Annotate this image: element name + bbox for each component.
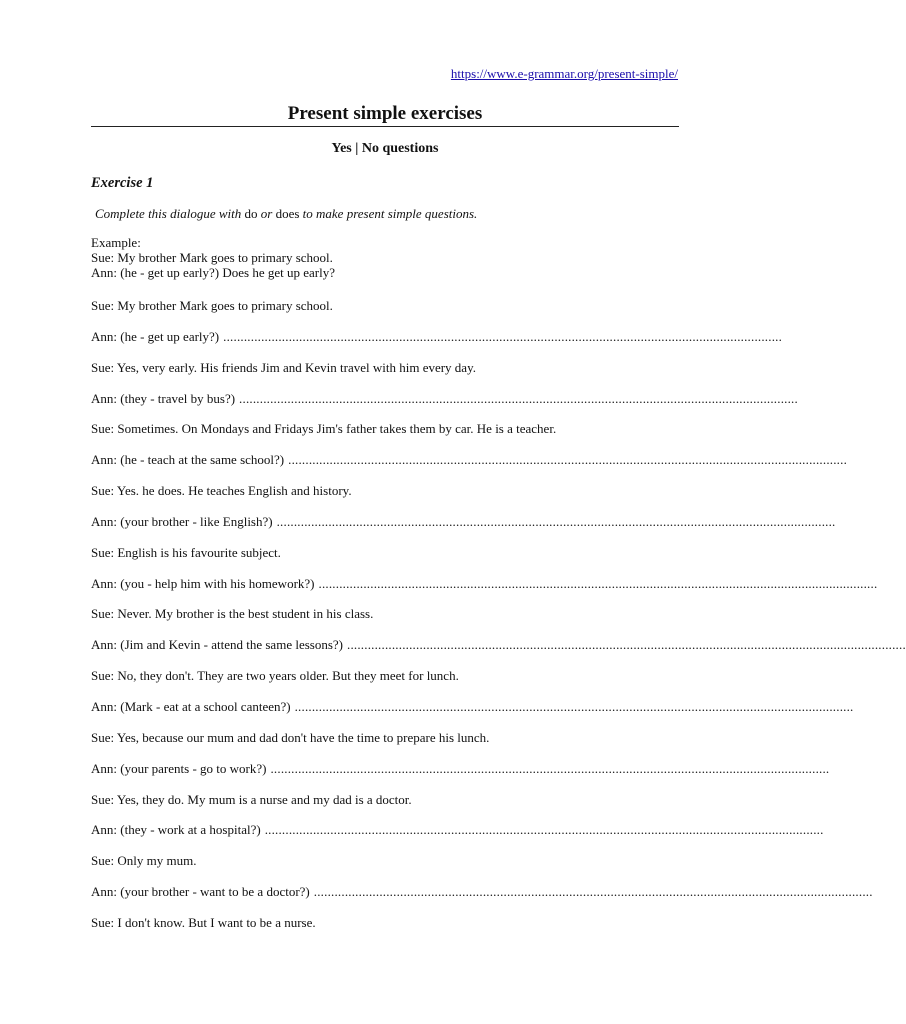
example-label: Example:	[91, 235, 141, 250]
answer-blank[interactable]: ..................................................................................................................................................................	[288, 452, 848, 468]
question-prompt: Ann: (Mark - eat at a school canteen?)	[91, 698, 291, 714]
instruction-text-1: Complete this dialogue with	[95, 206, 242, 221]
statement-line	[91, 544, 679, 575]
question-prompt: Ann: (they - work at a hospital?)	[91, 822, 261, 838]
question-line	[91, 328, 783, 359]
statement-line	[91, 297, 679, 328]
statement-line	[91, 359, 679, 390]
question-line	[91, 760, 830, 791]
statement-line	[91, 729, 679, 760]
statement-line	[91, 852, 679, 883]
exercise-title: Exercise 1	[91, 175, 154, 191]
statement-line	[91, 605, 679, 636]
answer-blank[interactable]: ..................................................................................................................................................................	[276, 513, 836, 529]
instruction-text-2: or	[260, 206, 273, 221]
answer-blank[interactable]: ..................................................................................................................................................................	[347, 637, 906, 653]
question-line	[91, 575, 878, 606]
statement-text: Sue: Yes. he does. He teaches English and history.	[91, 483, 352, 499]
example-block	[91, 235, 335, 280]
answer-blank[interactable]: ..................................................................................................................................................................	[223, 328, 783, 344]
example-line: Ann: (he - get up early?) Does he get up early?	[91, 265, 336, 280]
question-prompt: Ann: (you - help him with his homework?)	[91, 575, 315, 591]
question-prompt: Ann: (your parents - go to work?)	[91, 760, 267, 776]
answer-blank[interactable]: ..................................................................................................................................................................	[239, 390, 798, 406]
statement-line	[91, 791, 679, 822]
statement-text: Sue: English is his favourite subject.	[91, 544, 281, 560]
statement-text: Sue: No, they don't. They are two years older. But they meet for lunch.	[91, 668, 459, 684]
question-line	[91, 390, 798, 421]
question-prompt: Ann: (Jim and Kevin - attend the same lessons?)	[91, 637, 343, 653]
question-line	[91, 821, 824, 852]
statement-text: Sue: Yes, very early. His friends Jim and Kevin travel with him every day.	[91, 359, 476, 375]
answer-blank[interactable]: ..................................................................................................................................................................	[264, 822, 824, 838]
statement-text: Sue: I don't know. But I want to be a nurse.	[91, 914, 316, 930]
instruction-keyword-does: does	[275, 206, 300, 221]
instruction-keyword-do: do	[244, 206, 258, 221]
statement-text: Sue: Sometimes. On Mondays and Fridays Jim's father takes them by car. He is a teacher.	[91, 421, 557, 437]
statement-line	[91, 667, 679, 698]
statement-text: Sue: Only my mum.	[91, 853, 197, 869]
question-prompt: Ann: (he - teach at the same school?)	[91, 452, 285, 468]
answer-blank[interactable]: ..................................................................................................................................................................	[313, 884, 873, 900]
statement-text: Sue: Never. My brother is the best student in his class.	[91, 606, 374, 622]
statement-text: Sue: Yes, because our mum and dad don't have the time to prepare his lunch.	[91, 729, 490, 745]
example-line: Sue: My brother Mark goes to primary school.	[91, 250, 333, 265]
question-line	[91, 698, 854, 729]
question-prompt: Ann: (they - travel by bus?)	[91, 390, 236, 406]
page-title: Present simple exercises	[287, 103, 483, 124]
question-prompt: Ann: (he - get up early?)	[91, 328, 220, 344]
question-line	[91, 513, 836, 544]
answer-blank[interactable]: ..................................................................................................................................................................	[270, 760, 830, 776]
exercise-instruction	[95, 205, 477, 222]
question-line	[91, 883, 873, 914]
answer-blank[interactable]: ..................................................................................................................................................................	[318, 575, 878, 591]
source-link[interactable]: https://www.e-grammar.org/present-simple/	[450, 66, 678, 81]
title-divider	[91, 126, 679, 127]
dialogue	[91, 297, 906, 945]
question-prompt: Ann: (your brother - like English?)	[91, 513, 273, 529]
answer-blank[interactable]: ..................................................................................................................................................................	[294, 698, 854, 714]
statement-line	[91, 420, 679, 451]
question-line	[91, 451, 848, 482]
question-line	[91, 636, 906, 667]
statement-line	[91, 482, 679, 513]
statement-text: Sue: Yes, they do. My mum is a nurse and my dad is a doctor.	[91, 791, 412, 807]
instruction-text-3: to make present simple questions.	[302, 206, 478, 221]
question-prompt: Ann: (your brother - want to be a doctor?)	[91, 884, 310, 900]
statement-text: Sue: My brother Mark goes to primary school.	[91, 298, 333, 313]
statement-line	[91, 914, 679, 945]
page-subtitle: Yes | No questions	[331, 141, 439, 156]
